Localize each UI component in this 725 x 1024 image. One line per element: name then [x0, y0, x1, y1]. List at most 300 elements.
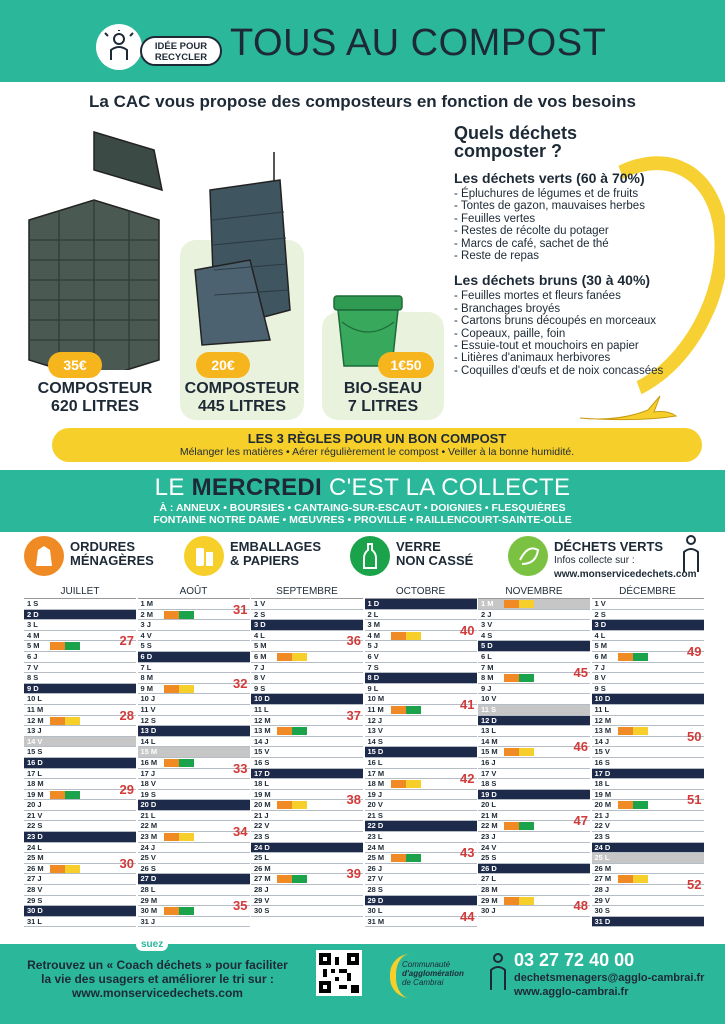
calendar-day: [365, 811, 477, 822]
calendar-day: [365, 663, 477, 674]
day-label: 30 M: [140, 906, 158, 916]
calendar-day: [138, 652, 250, 663]
calendar-month: [24, 585, 136, 927]
calendar-day: [24, 821, 136, 832]
collection-marker: [50, 791, 65, 799]
calendar-day: [138, 853, 250, 864]
day-label: 25 V: [140, 853, 156, 863]
day-label: 20 M: [594, 800, 612, 810]
calendar-day: [138, 885, 250, 896]
collection-marker: [164, 833, 179, 841]
day-label: 9 L: [367, 683, 379, 693]
legend-household-label: [70, 540, 154, 568]
day-label: 16 D: [27, 757, 43, 767]
calendar-day: [138, 747, 250, 758]
collection-marker: [65, 717, 80, 725]
calendar-day: [365, 737, 477, 748]
calendar-day: [24, 737, 136, 748]
day-label: 23 L: [367, 832, 383, 842]
day-label: 5 M: [27, 641, 40, 651]
calendar-day: [365, 641, 477, 652]
calendar-day: [365, 832, 477, 843]
day-label: 27 V: [367, 874, 383, 884]
day-label: 25 L: [254, 853, 270, 863]
day-label: 10 L: [27, 694, 43, 704]
day-label: 29 V: [254, 895, 270, 905]
collection-marker: [179, 685, 194, 693]
day-label: 18 S: [481, 779, 497, 789]
week-number: 36: [346, 633, 361, 649]
idea-badge: [140, 36, 222, 66]
day-label: 24 J: [140, 842, 156, 852]
collection-marker: [391, 780, 406, 788]
day-label: 29 V: [594, 895, 610, 905]
suez-logo: suez: [136, 938, 168, 951]
calendar-day: [24, 843, 136, 854]
calendar-day: [365, 821, 477, 832]
day-label: 26 M: [254, 863, 271, 873]
collection-marker: [277, 727, 292, 735]
week-number: 41: [460, 696, 475, 712]
day-label: 18 L: [254, 779, 270, 789]
day-label: 5 M: [254, 641, 267, 651]
day-label: 24 L: [27, 842, 43, 852]
day-label: 8 D: [367, 673, 380, 683]
calendar-day: [592, 747, 704, 758]
day-label: 12 S: [140, 715, 156, 725]
day-label: 6 M: [254, 651, 267, 661]
collection-marker: [391, 706, 406, 714]
green-waste-list: [454, 188, 719, 262]
composter-620-image: [24, 130, 164, 370]
week-number: 30: [119, 855, 134, 871]
collection-marker: [618, 801, 633, 809]
collection-marker: [633, 727, 648, 735]
day-label: 11 M: [27, 704, 44, 714]
week-number: 40: [460, 622, 475, 638]
footer-coach-link[interactable]: www.monservicedechets.com: [72, 986, 243, 1000]
month-name: OCTOBRE: [365, 585, 477, 599]
collection-marker: [391, 632, 406, 640]
calendar-day: [478, 726, 590, 737]
day-label: 14 V: [27, 736, 43, 746]
legend-green-url[interactable]: www.monservicedechets.com: [554, 569, 697, 580]
day-label: 31 M: [367, 916, 385, 926]
collection-marker: [292, 653, 307, 661]
banana-peel-image: [578, 392, 678, 422]
day-label: 26 M: [594, 863, 612, 873]
calendar-day: [365, 652, 477, 663]
footer-text-line1: Retrouvez un « Coach déchets » pour faciliter: [27, 958, 288, 972]
collection-marker: [164, 907, 179, 915]
collection-marker: [406, 706, 421, 714]
legend-packaging-label: [230, 540, 321, 568]
day-label: 16 M: [140, 757, 158, 767]
day-label: 27 M: [254, 874, 271, 884]
calendar-day: [478, 885, 590, 896]
calendar-day: [24, 652, 136, 663]
calendar-day: [592, 896, 704, 907]
day-label: 9 S: [254, 683, 266, 693]
collection-marker: [406, 632, 421, 640]
calendar-day: [478, 694, 590, 705]
day-label: 10 J: [140, 694, 156, 704]
calendar-month: [251, 585, 363, 917]
day-label: 13 M: [254, 726, 271, 736]
agglo-cambrai-logo: [390, 954, 480, 998]
calendar-day: [592, 811, 704, 822]
day-label: 28 S: [367, 885, 383, 895]
day-label: 12 M: [594, 715, 612, 725]
day-label: 18 L: [594, 779, 610, 789]
brown-waste-item: - Branchages broyés: [454, 303, 719, 315]
day-label: 12 J: [367, 715, 383, 725]
calendar-day: [138, 864, 250, 875]
day-label: 1 S: [27, 599, 39, 608]
day-label: 24 D: [254, 842, 270, 852]
calendar-day: [365, 684, 477, 695]
day-label: 18 V: [140, 779, 156, 789]
day-label: 17 D: [594, 768, 611, 778]
price-badge-620: 35€: [48, 352, 102, 378]
week-number: 47: [573, 813, 588, 829]
day-label: 23 M: [140, 832, 158, 842]
calendar-day: [592, 684, 704, 695]
day-label: 25 M: [367, 853, 385, 863]
collection-title-post: C'EST LA COLLECTE: [328, 474, 571, 501]
calendar-day: [251, 610, 363, 621]
calendar-day: [24, 684, 136, 695]
day-label: 15 V: [594, 747, 610, 757]
day-label: 12 M: [254, 715, 271, 725]
calendar-day: [24, 874, 136, 885]
calendar-day: [251, 747, 363, 758]
day-label: 20 D: [140, 800, 157, 810]
day-label: 12 M: [27, 715, 44, 725]
day-label: 2 S: [594, 609, 606, 619]
calendar-day: [592, 599, 704, 610]
calendar-day: [592, 853, 704, 864]
day-label: 30 J: [481, 906, 496, 916]
legend-household-line1: ORDURES: [70, 539, 136, 554]
day-label: 17 L: [27, 768, 43, 778]
day-label: 30 S: [254, 906, 270, 916]
product-name-620: [30, 380, 160, 416]
day-label: 11 L: [254, 704, 269, 714]
calendar-day: [251, 821, 363, 832]
day-label: 4 M: [367, 630, 381, 640]
collection-marker: [504, 822, 519, 830]
day-label: 5 J: [367, 641, 378, 651]
calendar-day: [478, 620, 590, 631]
calendar-day: [592, 758, 704, 769]
day-label: 20 L: [481, 800, 497, 810]
calendar-day: [478, 874, 590, 885]
calendar-day: [592, 843, 704, 854]
calendar-day: [592, 906, 704, 917]
email-link[interactable]: dechetsmenagers@agglo-cambrai.fr: [514, 972, 705, 984]
day-label: 3 V: [481, 620, 493, 630]
green-waste-item: - Restes de récolte du potager: [454, 225, 719, 237]
week-number: 44: [460, 908, 475, 924]
calendar-day: [138, 843, 250, 854]
calendar-day: [365, 758, 477, 769]
calendar-day: [592, 716, 704, 727]
day-label: 13 L: [481, 726, 497, 736]
calendar-day: [138, 874, 250, 885]
calendar-day: [138, 620, 250, 631]
week-number: 43: [460, 845, 475, 861]
green-waste-title: Les déchets verts (60 à 70%): [454, 170, 645, 186]
calendar-day: [24, 694, 136, 705]
collection-title: [0, 470, 725, 502]
legend-glass-line2: NON CASSÉ: [396, 553, 474, 568]
collection-marker: [179, 833, 194, 841]
question-line-2: composter ?: [454, 141, 563, 161]
legend-green-line2: Infos collecte sur :: [554, 555, 635, 566]
day-label: 29 M: [140, 895, 158, 905]
day-label: 31 D: [594, 916, 611, 926]
calendar-day: [24, 800, 136, 811]
day-label: 4 M: [27, 630, 40, 640]
phone-number[interactable]: 03 27 72 40 00: [514, 950, 635, 970]
badge-line-1: IDÉE POUR: [154, 41, 208, 52]
calendar-day: [478, 853, 590, 864]
collection-marker: [65, 865, 80, 873]
day-label: 9 M: [140, 683, 154, 693]
month-name: JUILLET: [24, 585, 136, 599]
calendar-day: [478, 758, 590, 769]
week-number: 34: [233, 824, 248, 840]
day-label: 17 V: [481, 768, 497, 778]
composter-445-image: [190, 150, 300, 350]
day-label: 28 M: [481, 885, 498, 895]
calendar-day: [365, 716, 477, 727]
day-label: 19 M: [594, 789, 612, 799]
calendar-day: [251, 694, 363, 705]
website-link[interactable]: www.agglo-cambrai.fr: [514, 986, 629, 998]
green-waste-item: - Marcs de café, sachet de thé: [454, 238, 719, 250]
day-label: 11 S: [481, 704, 497, 714]
footer-text-line2: la vie des usagers et améliorer le tri sur :: [41, 972, 274, 986]
calendar-month: [478, 585, 590, 917]
day-label: 24 M: [367, 842, 385, 852]
calendar-day: [24, 663, 136, 674]
calendar-day: [138, 663, 250, 674]
day-label: 19 M: [27, 789, 44, 799]
day-label: 10 D: [594, 694, 611, 704]
collection-marker: [504, 674, 519, 682]
calendar-day: [478, 684, 590, 695]
calendar-day: [251, 843, 363, 854]
day-label: 16 S: [594, 757, 610, 767]
day-label: 16 J: [481, 757, 496, 767]
legend-green-line1: DÉCHETS VERTS: [554, 539, 664, 554]
day-label: 2 D: [27, 609, 39, 619]
subtitle: La CAC vous propose des composteurs en fonction de vos besoins: [89, 92, 636, 111]
day-label: 4 L: [254, 630, 265, 640]
price-badge-bioseau: 1€50: [378, 352, 434, 378]
calendar-day: [24, 620, 136, 631]
calendar-day: [478, 716, 590, 727]
day-label: 31 J: [140, 916, 156, 926]
qr-code[interactable]: [316, 950, 362, 996]
collection-marker: [65, 642, 80, 650]
calendar-month: [592, 585, 704, 927]
page-title: TOUS AU COMPOST: [230, 22, 607, 64]
day-label: 21 M: [481, 810, 498, 820]
calendar-day: [138, 779, 250, 790]
collection-marker: [65, 791, 80, 799]
calendar-day: [365, 726, 477, 737]
calendar-day: [478, 800, 590, 811]
calendar-day: [138, 726, 250, 737]
calendar-day: [138, 811, 250, 822]
calendar-day: [251, 726, 363, 737]
day-label: 23 J: [481, 832, 496, 842]
day-label: 16 S: [254, 757, 270, 767]
towns-line-1: À : ANNEUX • BOURSIES • CANTAING-SUR-ESCAUT • DOIGNIES • FLESQUIÈRES: [159, 502, 566, 514]
day-label: 2 J: [481, 609, 492, 619]
day-label: 29 S: [27, 895, 43, 905]
waste-info: [454, 124, 719, 377]
calendar-day: [478, 599, 590, 610]
collection-marker: [164, 611, 179, 619]
collection-marker: [633, 875, 648, 883]
calendar-day: [24, 747, 136, 758]
day-label: 13 D: [140, 726, 157, 736]
week-number: 42: [460, 771, 475, 787]
collection-marker: [277, 875, 292, 883]
calendar-day: [478, 843, 590, 854]
collection-marker: [391, 854, 406, 862]
calendar-day: [24, 610, 136, 621]
day-label: 1 D: [367, 599, 380, 608]
day-label: 19 J: [367, 789, 383, 799]
day-label: 28 J: [594, 885, 610, 895]
collection-marker: [504, 748, 519, 756]
bottle-carton-icon: [184, 536, 224, 576]
calendar-day: [365, 610, 477, 621]
day-label: 15 M: [481, 747, 498, 757]
calendar-day: [138, 705, 250, 716]
day-label: 25 M: [27, 853, 44, 863]
calendar-day: [478, 641, 590, 652]
calendar-day: [478, 832, 590, 843]
collection-marker: [519, 748, 534, 756]
product-name-445: [180, 380, 304, 416]
calendar-day: [24, 758, 136, 769]
day-label: 27 D: [140, 874, 157, 884]
day-label: 10 M: [367, 694, 385, 704]
collection-marker: [50, 717, 65, 725]
week-number: 39: [346, 866, 361, 882]
calendar-day: [365, 874, 477, 885]
day-label: 17 D: [254, 768, 270, 778]
collection-marker: [519, 897, 534, 905]
collection-marker: [618, 875, 633, 883]
day-label: 3 J: [140, 620, 151, 630]
calendar-day: [478, 631, 590, 642]
day-label: 1 M: [481, 599, 494, 608]
brown-waste-title: Les déchets bruns (30 à 40%): [454, 272, 651, 289]
day-label: 8 M: [140, 673, 154, 683]
product-name-bioseau-line1: BIO-SEAU: [343, 380, 423, 397]
calendar-day: [138, 716, 250, 727]
calendar-day: [478, 779, 590, 790]
day-label: 2 M: [140, 609, 154, 619]
day-label: 17 J: [140, 768, 156, 778]
collection-band: [0, 470, 725, 532]
brown-waste-item: - Litières d'animaux herbivores: [454, 352, 719, 364]
day-label: 30 S: [594, 906, 610, 916]
week-number: 48: [573, 898, 588, 914]
calendar-day: [24, 832, 136, 843]
day-label: 30 D: [27, 906, 43, 916]
calendar-day: [592, 631, 704, 642]
collection-marker: [277, 801, 292, 809]
week-number: 46: [573, 739, 588, 755]
day-label: 5 S: [140, 641, 152, 651]
day-label: 11 L: [594, 704, 610, 714]
product-name-bioseau-line2: 7 LITRES: [347, 398, 419, 415]
day-label: 4 S: [481, 630, 493, 640]
brown-waste-item: - Essuie-tout et mouchoirs en papier: [454, 340, 719, 352]
day-label: 23 S: [594, 832, 610, 842]
trash-bag-icon: [24, 536, 64, 576]
day-label: 22 M: [140, 821, 158, 831]
day-label: 19 D: [481, 789, 497, 799]
collection-marker: [50, 865, 65, 873]
calendar-day: [251, 684, 363, 695]
legend-packaging-line2: & PAPIERS: [230, 553, 300, 568]
day-label: 16 L: [367, 757, 383, 767]
calendar-day: [365, 896, 477, 907]
calendar-day: [138, 800, 250, 811]
day-label: 9 J: [481, 683, 492, 693]
calendar-day: [592, 663, 704, 674]
calendar-day: [365, 885, 477, 896]
day-label: 14 M: [481, 736, 498, 746]
collection-title-day: MERCREDI: [191, 474, 323, 501]
week-number: 28: [119, 707, 134, 723]
calendar-month: [138, 585, 250, 927]
calendar-month: [365, 585, 477, 927]
footer-coach-text: [20, 958, 295, 1000]
day-label: 27 M: [594, 874, 612, 884]
agglo-line2: d'agglomération: [402, 969, 464, 978]
day-label: 18 M: [367, 779, 385, 789]
day-label: 7 S: [367, 662, 379, 672]
calendar-day: [365, 673, 477, 684]
calendar-day: [251, 599, 363, 610]
day-label: 23 D: [27, 832, 43, 842]
month-name: SEPTEMBRE: [251, 585, 363, 599]
week-number: 51: [687, 792, 702, 808]
calendar-day: [251, 832, 363, 843]
day-label: 29 M: [481, 895, 498, 905]
day-label: 25 L: [594, 853, 610, 863]
collection-marker: [179, 611, 194, 619]
day-label: 3 L: [27, 620, 38, 630]
calendar-day: [592, 610, 704, 621]
green-waste-item: - Épluchures de légumes et de fruits: [454, 188, 719, 200]
collection-marker: [292, 801, 307, 809]
collection-marker: [519, 674, 534, 682]
brown-waste-item: - Coquilles d'œufs et de noix concassées: [454, 365, 719, 377]
day-label: 6 D: [140, 651, 153, 661]
calendar-day: [138, 790, 250, 801]
